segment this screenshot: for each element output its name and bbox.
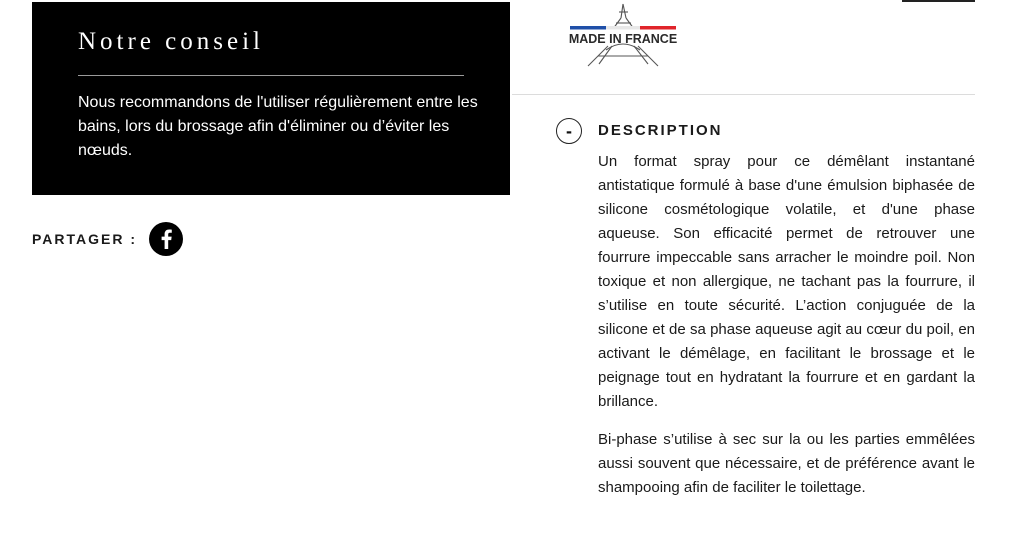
share-label: PARTAGER : [32,231,138,247]
top-right-bar [902,0,975,2]
facebook-icon [159,229,173,249]
description-body [598,150,975,514]
description-heading[interactable]: DESCRIPTION [598,122,723,139]
facebook-share-button[interactable] [149,222,183,256]
conseil-divider [78,75,464,76]
made-in-france-logo [568,2,678,68]
conseil-text: Nous recommandons de l'utiliser régulièrement entre les bains, lors du brossage afin d'éliminer ou d’éviter les nœuds. [78,94,478,159]
description-paragraph: Un format spray pour ce démêlant instantané antistatique formulé à base d'une émulsion biphasée de silicone cosmétologique volatile, et d'une phase aqueuse. Son efficacité permet de retrouver une fourrure impeccable sans arracher le moindre poil. Non toxique et non allergique, ne tachant pas la fourrure, il s’utilise en toute sécurité. L’action conjuguée de la silicone et de sa phase aqueuse agit au cœur du poil, en activant le démêlage, en facilitant le brossage et le peignage tout en hydratant la fourrure et en gardant la brillance. [598,153,975,410]
share-section [32,222,183,256]
conseil-panel [32,2,510,195]
description-collapse-button[interactable] [556,118,582,144]
made-in-france-text: MADE IN FRANCE [568,32,678,46]
minus-icon: - [566,121,572,141]
section-divider [512,94,975,95]
conseil-title: Notre conseil [78,28,264,55]
description-paragraph: Bi-phase s’utilise à sec sur la ou les parties emmêlées aussi souvent que nécessaire, et de préférence avant le shampooing afin de faciliter le toilettage. [598,431,975,496]
